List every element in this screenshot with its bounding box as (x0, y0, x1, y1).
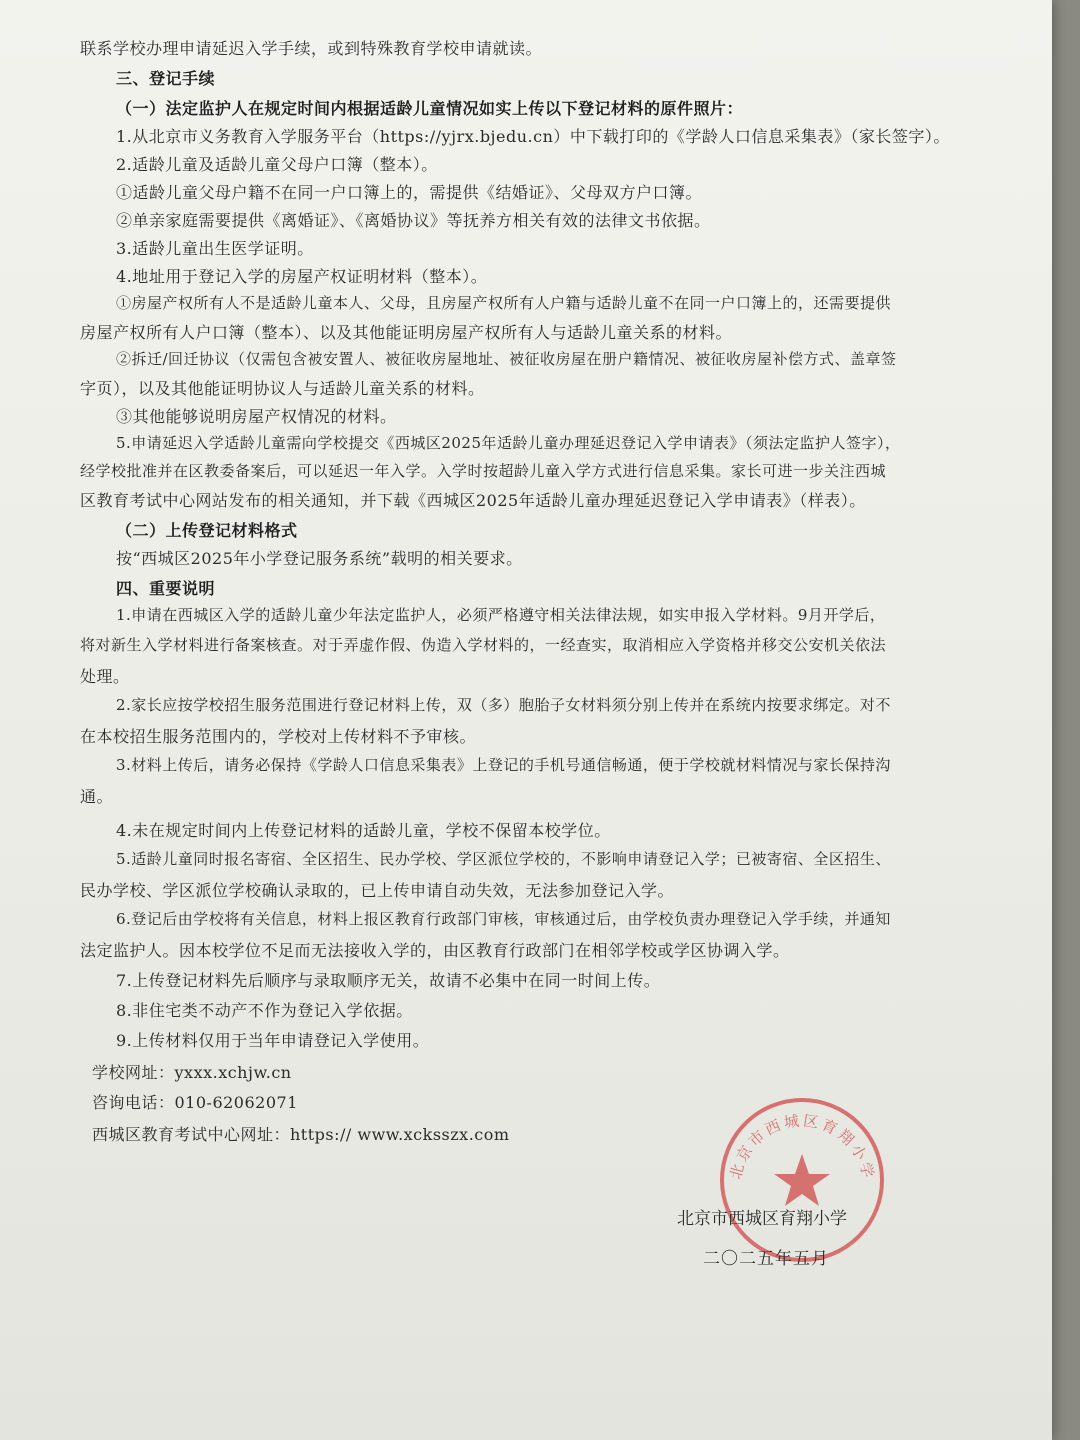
text-line: 通。 (80, 787, 114, 806)
exam-center-website: 西城区教育考试中心网址：https:// www.xcksszx.com (92, 1125, 510, 1144)
text-line: 5.申请延迟入学适龄儿童需向学校提交《西城区2025年适龄儿童办理延迟登记入学申请表》（须法定监护人签字）， (116, 434, 901, 452)
text-line: ②单亲家庭需要提供《离婚证》、《离婚协议》等抚养方相关有效的法律文书依据。 (116, 211, 711, 230)
text-line: 2.适龄儿童及适龄儿童父母户口簿（整本）。 (116, 155, 438, 174)
text-line: 3.适龄儿童出生医学证明。 (116, 239, 314, 258)
official-seal-stamp (718, 1096, 886, 1264)
text-line: 法定监护人。因本校学位不足而无法接收入学的，由区教育行政部门在相邻学校或学区协调入学。 (80, 941, 790, 960)
text-line: 4.地址用于登记入学的房屋产权证明材料（整本）。 (116, 267, 488, 286)
section-heading: 四、重要说明 (116, 579, 216, 598)
text-line: 1.申请在西城区入学的适龄儿童少年法定监护人，必须严格遵守相关法律法规，如实申报入学材料。9月开学后， (116, 606, 886, 624)
seal-star-icon (774, 1154, 830, 1206)
text-line: 字页），以及其他能证明协议人与适龄儿童关系的材料。 (80, 379, 485, 398)
text-line: ③其他能够说明房屋产权情况的材料。 (116, 407, 397, 426)
text-line: 处理。 (80, 667, 130, 686)
text-line: 民办学校、学区派位学校确认录取的，已上传申请自动失效，无法参加登记入学。 (80, 881, 675, 900)
signature-organization: 北京市西城区育翔小学 (677, 1209, 847, 1229)
text-line: ①适龄儿童父母户籍不在同一户口簿上的，需提供《结婚证》、父母双方户口簿。 (116, 183, 703, 202)
text-line: ①房屋产权所有人不是适龄儿童本人、父母，且房屋产权所有人户籍与适龄儿童不在同一户口簿上的，还需要提供 (116, 294, 892, 312)
text-line: 1.从北京市义务教育入学服务平台（https://yjrx.bjedu.cn）中下载打印的《学龄人口信息采集表》（家长签字）。 (116, 127, 950, 146)
text-line: 在本校招生服务范围内的，学校对上传材料不予审核。 (80, 727, 477, 746)
text-line: 4.未在规定时间内上传登记材料的适龄儿童，学校不保留本校学位。 (116, 821, 611, 840)
school-website: 学校网址：yxxx.xchjw.cn (92, 1063, 292, 1082)
text-line: 房屋产权所有人户口簿（整本）、以及其他能证明房屋产权所有人与适龄儿童关系的材料。 (80, 323, 733, 342)
text-line: 8.非住宅类不动产不作为登记入学依据。 (116, 1001, 413, 1020)
text-line: 3.材料上传后，请务必保持《学龄人口信息采集表》上登记的手机号通信畅通，便于学校就材料情况与家长保持沟 (116, 756, 891, 774)
subsection-heading: （一）法定监护人在规定时间内根据适龄儿童情况如实上传以下登记材料的原件照片： (116, 99, 744, 118)
text-line: 2.家长应按学校招生服务范围进行登记材料上传，双（多）胞胎子女材料须分别上传并在系统内按要求绑定。对不 (116, 696, 891, 714)
text-line: 区教育考试中心网站发布的相关通知，并下载《西城区2025年适龄儿童办理延迟登记入学申请表》（样表）。 (80, 491, 866, 510)
text-line: ②拆迁/回迁协议（仅需包含被安置人、被征收房屋地址、被征收房屋在册户籍情况、被征收房屋补偿方式、盖章签 (116, 350, 897, 368)
text-line: 将对新生入学材料进行备案核查。对于弄虚作假、伪造入学材料的，一经查实，取消相应入学资格并移交公安机关依法 (80, 636, 887, 654)
seal-text: 北京市西城区育翔小学 (726, 1111, 878, 1183)
contact-phone: 咨询电话：010-62062071 (92, 1093, 298, 1112)
text-line: 联系学校办理申请延迟入学手续，或到特殊教育学校申请就读。 (80, 39, 543, 58)
text-line: 经学校批准并在区教委备案后，可以延迟一年入学。入学时按超龄儿童入学方式进行信息采集。家长可进一步关注西城 (80, 462, 887, 480)
text-line: 7.上传登记材料先后顺序与录取顺序无关，故请不必集中在同一时间上传。 (116, 971, 661, 990)
section-heading: 三、登记手续 (116, 69, 216, 88)
signature-date: 二〇二五年五月 (703, 1249, 829, 1269)
subsection-heading: （二）上传登记材料格式 (116, 521, 298, 540)
text-line: 9.上传材料仅用于当年申请登记入学使用。 (116, 1031, 430, 1050)
text-line: 按“西城区2025年小学登记服务系统”载明的相关要求。 (116, 549, 523, 568)
text-line: 5.适龄儿童同时报名寄宿、全区招生、民办学校、学区派位学校的，不影响申请登记入学；已被寄宿、全区招生、 (116, 850, 891, 868)
text-line: 6.登记后由学校将有关信息，材料上报区教育行政部门审核，审核通过后，由学校负责办理登记入学手续，并通知 (116, 910, 891, 928)
